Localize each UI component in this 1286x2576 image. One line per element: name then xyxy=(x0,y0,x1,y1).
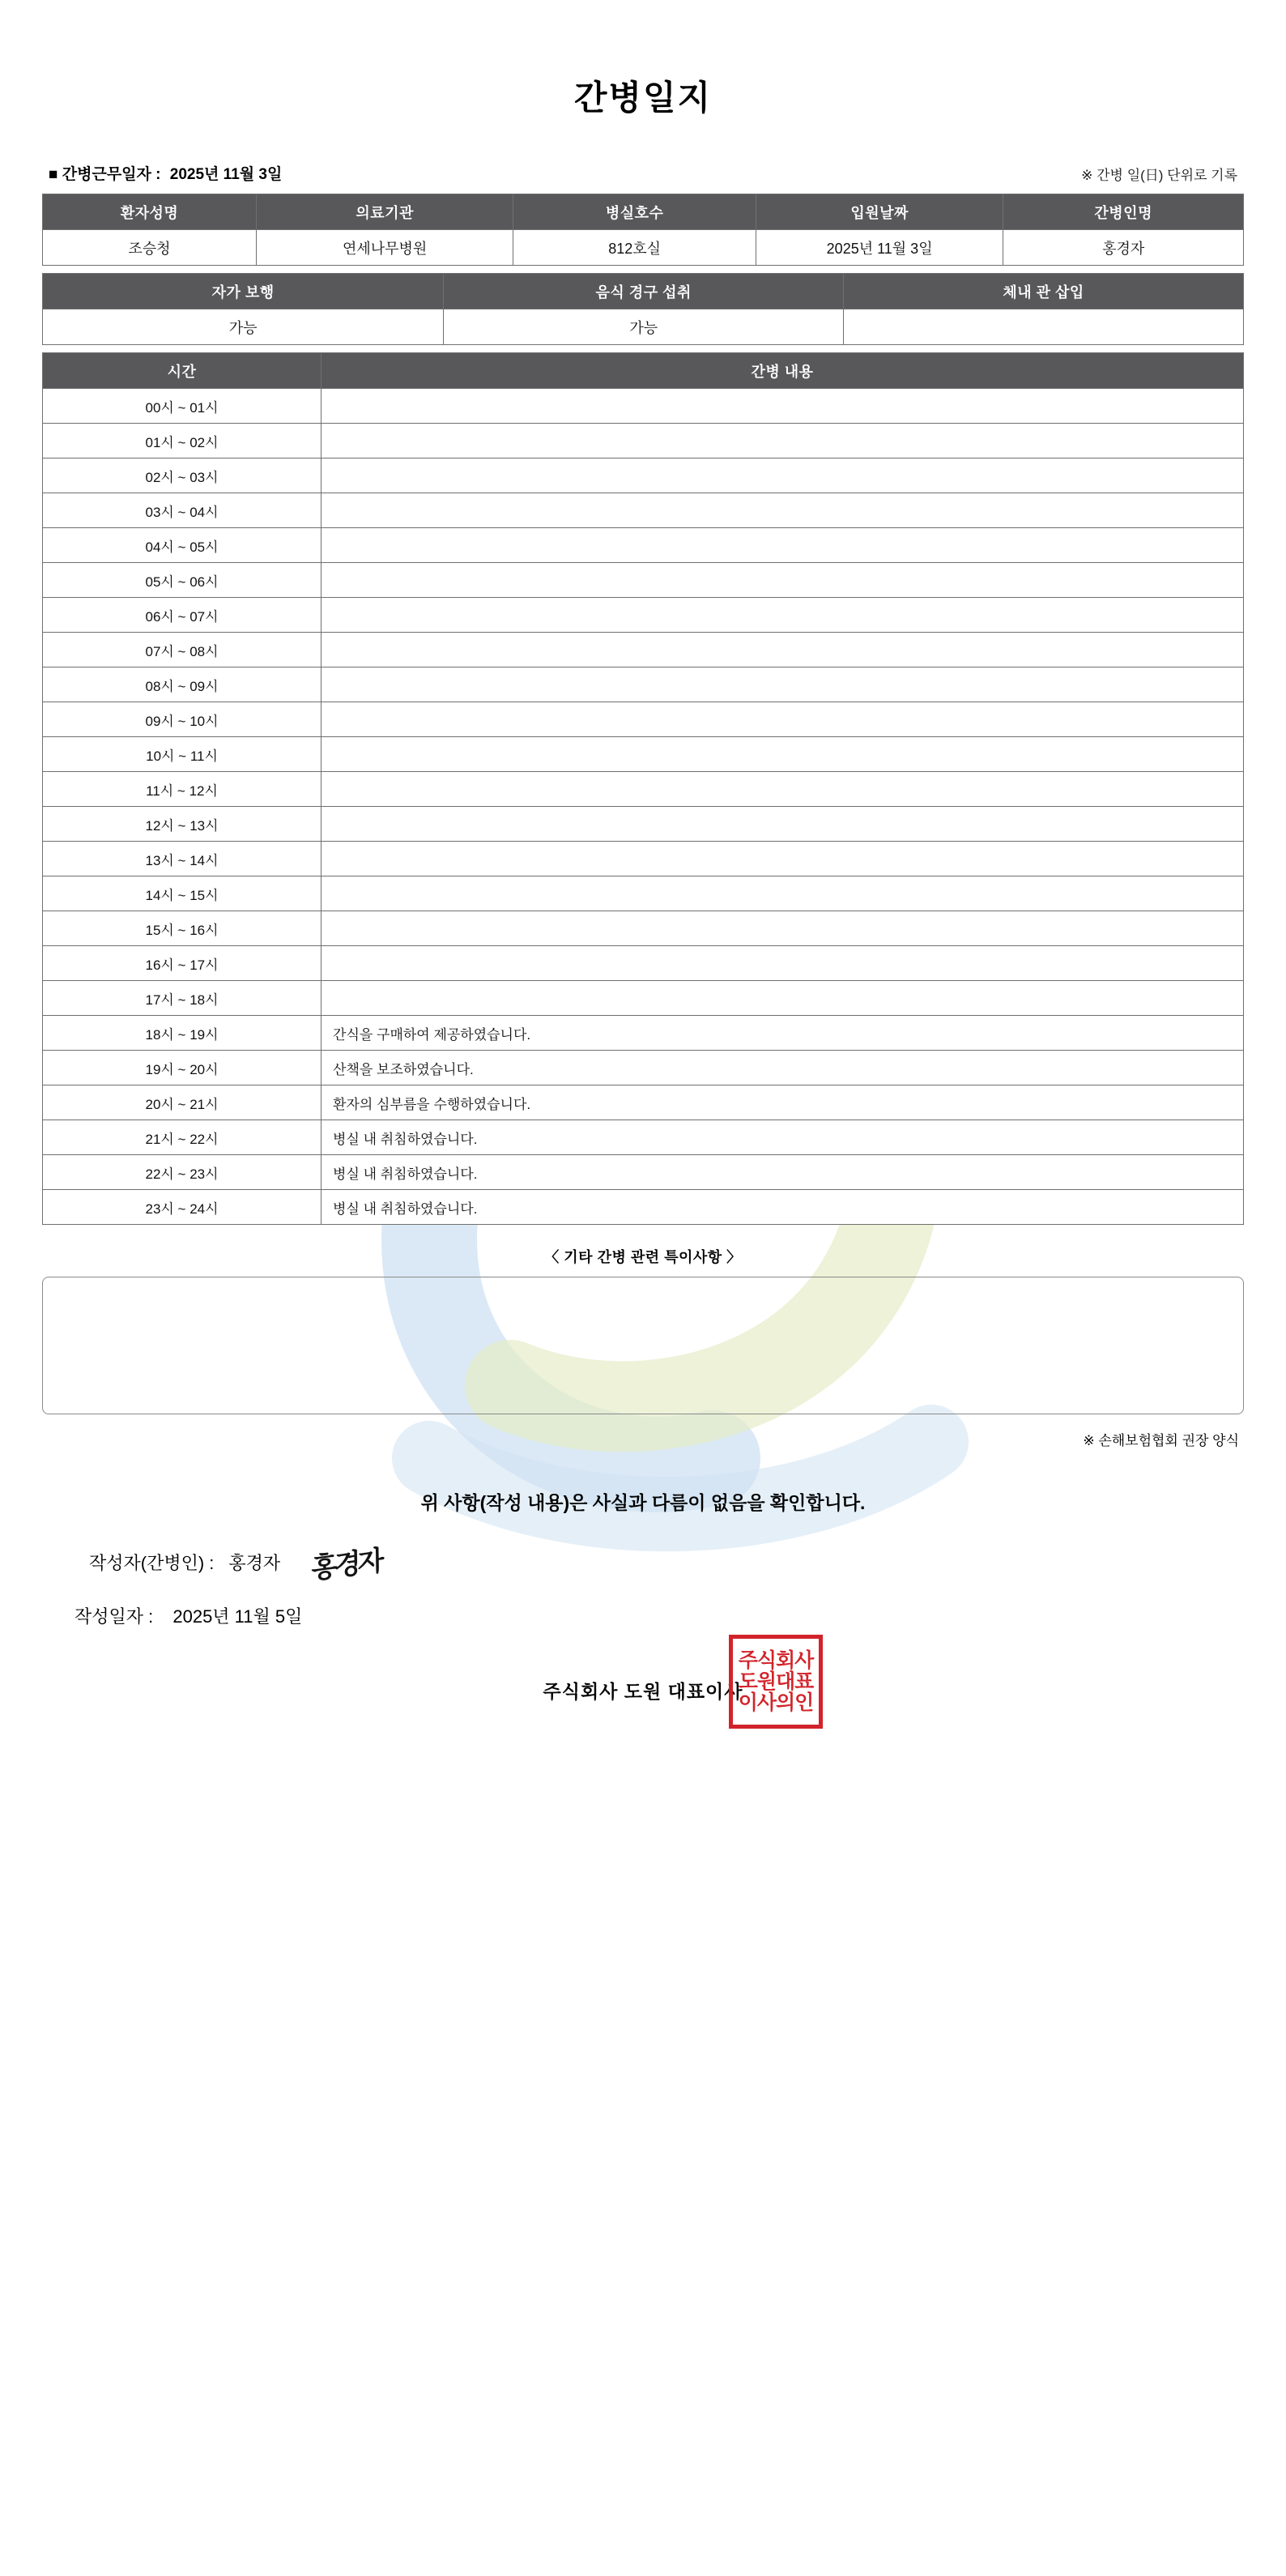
table-row xyxy=(43,458,1244,493)
table-row xyxy=(43,1190,1244,1225)
write-date-value: 2025년 11월 5일 xyxy=(172,1606,303,1627)
care-log-body xyxy=(43,389,1244,1225)
cell-note[interactable] xyxy=(322,528,1244,563)
table-row xyxy=(43,911,1244,946)
cell-time: 05시 ~ 06시 xyxy=(43,563,322,598)
cell-note[interactable] xyxy=(322,458,1244,493)
cell-time: 07시 ~ 08시 xyxy=(43,633,322,667)
company-row xyxy=(42,1648,1244,1715)
company-name: 주식회사 도원 대표이사 xyxy=(543,1681,743,1702)
cell-note[interactable] xyxy=(322,633,1244,667)
table-row xyxy=(43,807,1244,842)
cell-time: 22시 ~ 23시 xyxy=(43,1155,322,1190)
page-title: 간병일지 xyxy=(573,79,713,117)
value-admission-date: 2025년 11월 3일 xyxy=(756,230,1003,266)
header-admission-date: 입원날짜 xyxy=(756,194,1003,230)
table-row xyxy=(43,1155,1244,1190)
write-date-label: 작성일자 : xyxy=(75,1606,154,1627)
special-notes-box[interactable] xyxy=(42,1277,1244,1414)
header-patient-name: 환자성명 xyxy=(43,194,257,230)
cell-time: 06시 ~ 07시 xyxy=(43,598,322,633)
header-room-number: 병실호수 xyxy=(513,194,756,230)
table-row xyxy=(43,702,1244,737)
table-header-row xyxy=(43,353,1244,389)
cell-note[interactable] xyxy=(322,563,1244,598)
cell-time: 13시 ~ 14시 xyxy=(43,842,322,876)
status-table xyxy=(42,273,1244,345)
cell-note[interactable]: 환자의 심부름을 수행하였습니다. xyxy=(322,1085,1244,1120)
header-caregiver-name: 간병인명 xyxy=(1003,194,1244,230)
table-row xyxy=(43,598,1244,633)
cell-note[interactable]: 병실 내 취침하였습니다. xyxy=(322,1190,1244,1225)
table-row xyxy=(43,1085,1244,1120)
confirmation-statement: 위 사항(작성 내용)은 사실과 다름이 없음을 확인합니다. xyxy=(420,1492,866,1513)
cell-time: 19시 ~ 20시 xyxy=(43,1051,322,1085)
cell-note[interactable] xyxy=(322,389,1244,424)
author-label: 작성자(간병인) : xyxy=(89,1553,215,1573)
cell-time: 17시 ~ 18시 xyxy=(43,981,322,1016)
write-date-row xyxy=(75,1603,1244,1628)
table-row xyxy=(43,737,1244,772)
cell-note[interactable] xyxy=(322,981,1244,1016)
table-row xyxy=(43,876,1244,911)
table-row xyxy=(43,772,1244,807)
cell-note[interactable] xyxy=(322,737,1244,772)
cell-time: 16시 ~ 17시 xyxy=(43,946,322,981)
cell-time: 23시 ~ 24시 xyxy=(43,1190,322,1225)
table-row xyxy=(43,842,1244,876)
special-notes-title: 〈 기타 간병 관련 특이사항 〉 xyxy=(544,1249,742,1265)
cell-time: 21시 ~ 22시 xyxy=(43,1120,322,1155)
association-note: ※ 손해보험협회 권장 양식 xyxy=(1083,1433,1239,1448)
value-hospital: 연세나무병원 xyxy=(256,230,513,266)
cell-time: 18시 ~ 19시 xyxy=(43,1016,322,1051)
work-date-block xyxy=(49,162,282,184)
table-row xyxy=(43,424,1244,458)
value-room-number: 812호실 xyxy=(513,230,756,266)
header-self-walking: 자가 보행 xyxy=(43,274,444,309)
stamp-line-2: 도원대표 xyxy=(738,1669,814,1693)
cell-note[interactable] xyxy=(322,772,1244,807)
handwritten-signature: 홍경자 xyxy=(311,1544,381,1586)
table-row xyxy=(43,389,1244,424)
table-header-row xyxy=(43,274,1244,309)
cell-note[interactable] xyxy=(322,876,1244,911)
cell-time: 12시 ~ 13시 xyxy=(43,807,322,842)
cell-note[interactable] xyxy=(322,946,1244,981)
header-oral-intake: 음식 경구 섭취 xyxy=(444,274,844,309)
cell-time: 08시 ~ 09시 xyxy=(43,667,322,702)
cell-time: 01시 ~ 02시 xyxy=(43,424,322,458)
table-header-row xyxy=(43,194,1244,230)
table-row xyxy=(43,981,1244,1016)
cell-note[interactable] xyxy=(322,842,1244,876)
table-row xyxy=(43,667,1244,702)
cell-time: 14시 ~ 15시 xyxy=(43,876,322,911)
value-patient-name: 조승청 xyxy=(43,230,257,266)
table-row xyxy=(43,1051,1244,1085)
author-row xyxy=(89,1542,1244,1586)
cell-note[interactable] xyxy=(322,424,1244,458)
stamp-line-1: 주식회사 xyxy=(738,1648,814,1672)
table-row xyxy=(43,493,1244,528)
table-row xyxy=(43,309,1244,345)
cell-time: 04시 ~ 05시 xyxy=(43,528,322,563)
cell-time: 11시 ~ 12시 xyxy=(43,772,322,807)
table-row xyxy=(43,946,1244,981)
value-tube-insertion xyxy=(844,309,1244,345)
header-tube-insertion: 체내 관 삽입 xyxy=(844,274,1244,309)
value-caregiver-name: 홍경자 xyxy=(1003,230,1244,266)
unit-note: ※ 간병 일(日) 단위로 기록 xyxy=(1081,168,1237,183)
table-row xyxy=(43,633,1244,667)
cell-note[interactable]: 산책을 보조하였습니다. xyxy=(322,1051,1244,1085)
care-log-table xyxy=(42,352,1244,1225)
cell-time: 15시 ~ 16시 xyxy=(43,911,322,946)
table-row xyxy=(43,1120,1244,1155)
header-time: 시간 xyxy=(43,353,322,389)
cell-note[interactable]: 병실 내 취침하였습니다. xyxy=(322,1155,1244,1190)
patient-info-table xyxy=(42,194,1244,266)
cell-note[interactable]: 병실 내 취침하였습니다. xyxy=(322,1120,1244,1155)
cell-note[interactable]: 간식을 구매하여 제공하였습니다. xyxy=(322,1016,1244,1051)
header-hospital: 의료기관 xyxy=(256,194,513,230)
cell-note[interactable] xyxy=(322,598,1244,633)
meta-row xyxy=(42,162,1244,184)
cell-time: 20시 ~ 21시 xyxy=(43,1085,322,1120)
cell-note[interactable] xyxy=(322,667,1244,702)
value-oral-intake: 가능 xyxy=(444,309,844,345)
value-self-walking: 가능 xyxy=(43,309,444,345)
work-date-label: ■ 간병근무일자 : xyxy=(49,166,161,183)
table-row xyxy=(43,563,1244,598)
header-care-content: 간병 내용 xyxy=(322,353,1244,389)
stamp-line-3: 이사의인 xyxy=(738,1691,814,1715)
company-seal-stamp xyxy=(729,1635,823,1729)
cell-time: 10시 ~ 11시 xyxy=(43,737,322,772)
table-row xyxy=(43,1016,1244,1051)
author-value: 홍경자 xyxy=(228,1553,281,1573)
cell-time: 03시 ~ 04시 xyxy=(43,493,322,528)
cell-time: 00시 ~ 01시 xyxy=(43,389,322,424)
table-row xyxy=(43,528,1244,563)
cell-note[interactable] xyxy=(322,493,1244,528)
cell-time: 02시 ~ 03시 xyxy=(43,458,322,493)
cell-time: 09시 ~ 10시 xyxy=(43,702,322,737)
table-row xyxy=(43,230,1244,266)
cell-note[interactable] xyxy=(322,911,1244,946)
cell-note[interactable] xyxy=(322,807,1244,842)
cell-note[interactable] xyxy=(322,702,1244,737)
work-date-value: 2025년 11월 3일 xyxy=(169,166,283,183)
